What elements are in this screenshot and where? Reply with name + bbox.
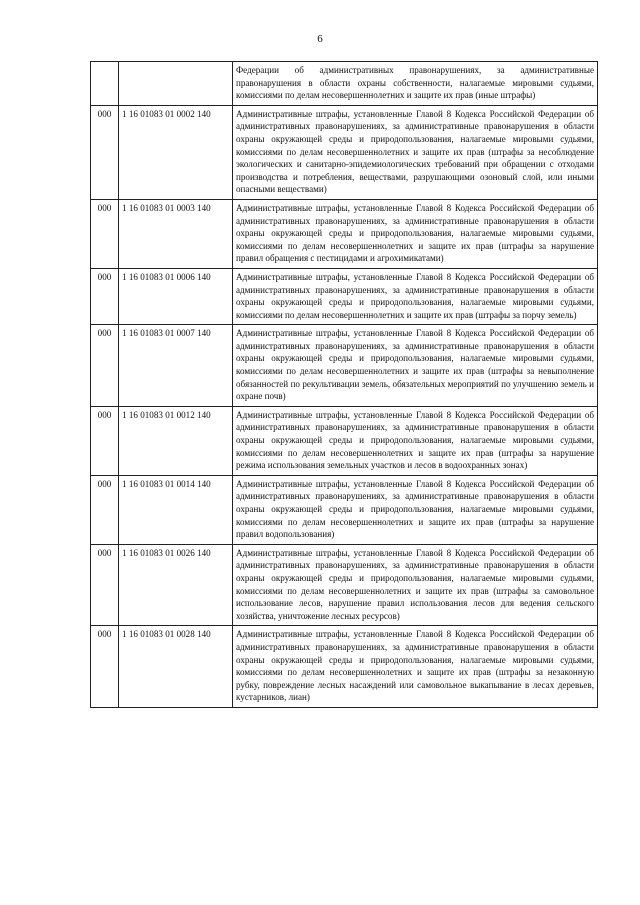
- admin-code-cell: 000: [91, 626, 119, 708]
- revenue-code-table: [90, 61, 598, 708]
- table-row: [91, 62, 598, 106]
- revenue-name-cell: Административные штрафы, установленные Главой 8 Кодекса Российской Федерации об административных правонарушениях, за административные правонарушения в области охраны окружающей среды и природопользования, налагаемые мировыми судьями, комиссиями по делам несовершеннолетних и защите их прав (штрафы за незаконную рубку, повреждение лесных насаждений или самовольное выкапывание в лесах деревьев, кустарников, лиан): [233, 626, 598, 708]
- revenue-name-cell: Административные штрафы, установленные Главой 8 Кодекса Российской Федерации об административных правонарушениях, за административные правонарушения в области охраны окружающей среды и природопользования, налагаемые мировыми судьями, комиссиями по делам несовершеннолетних и защите их прав (штрафы за порчу земель): [233, 268, 598, 324]
- revenue-name-cell: Административные штрафы, установленные Главой 8 Кодекса Российской Федерации об административных правонарушениях, за административные правонарушения в области охраны окружающей среды и природопользования, налагаемые мировыми судьями, комиссиями по делам несовершеннолетних и защите их прав (штрафы за невыполнение обязанностей по рекультивации земель, обязательных мероприятий по улучшению земель и охране почв): [233, 325, 598, 407]
- table-row: [91, 199, 598, 268]
- admin-code-cell: 000: [91, 325, 119, 407]
- admin-code-cell: 000: [91, 105, 119, 199]
- table-row: [91, 544, 598, 626]
- budget-code-cell: 1 16 01083 01 0014 140: [119, 475, 233, 544]
- budget-code-cell: 1 16 01083 01 0002 140: [119, 105, 233, 199]
- revenue-name-cell: Федерации об административных правонарушениях, за административные правонарушения в области охраны собственности, налагаемые мировыми судьями, комиссиями по делам несовершеннолетних и защите их прав (иные штрафы): [233, 62, 598, 106]
- admin-code-cell: 000: [91, 475, 119, 544]
- budget-code-cell: 1 16 01083 01 0026 140: [119, 544, 233, 626]
- budget-code-cell: 1 16 01083 01 0007 140: [119, 325, 233, 407]
- admin-code-cell: 000: [91, 268, 119, 324]
- budget-code-cell: 1 16 01083 01 0028 140: [119, 626, 233, 708]
- budget-code-cell: 1 16 01083 01 0003 140: [119, 199, 233, 268]
- table-row: [91, 406, 598, 475]
- revenue-name-cell: Административные штрафы, установленные Главой 8 Кодекса Российской Федерации об административных правонарушениях, за административные правонарушения в области охраны окружающей среды и природопользования, налагаемые мировыми судьями, комиссиями по делам несовершеннолетних и защите их прав (штрафы за несоблюдение экологических и санитарно-эпидемиологических требований при обращении с отходами производства и потребления, веществами, разрушающими озоновый слой, или иными опасными веществами): [233, 105, 598, 199]
- table-row: [91, 626, 598, 708]
- revenue-name-cell: Административные штрафы, установленные Главой 8 Кодекса Российской Федерации об административных правонарушениях, за административные правонарушения в области охраны окружающей среды и природопользования, налагаемые мировыми судьями, комиссиями по делам несовершеннолетних и защите их прав (штрафы за нарушение правил обращения с пестицидами и агрохимикатами): [233, 199, 598, 268]
- admin-code-cell: 000: [91, 406, 119, 475]
- budget-code-cell: 1 16 01083 01 0006 140: [119, 268, 233, 324]
- admin-code-cell: 000: [91, 544, 119, 626]
- table-row: [91, 268, 598, 324]
- admin-code-cell: 000: [91, 199, 119, 268]
- table-row: [91, 105, 598, 199]
- budget-code-cell: [119, 62, 233, 106]
- revenue-name-cell: Административные штрафы, установленные Главой 8 Кодекса Российской Федерации об административных правонарушениях, за административные правонарушения в области охраны окружающей среды и природопользования, налагаемые мировыми судьями, комиссиями по делам несовершеннолетних и защите их прав (штрафы за самовольное использование лесов, нарушение правил использования лесов для ведения сельского хозяйства, уничтожение лесных ресурсов): [233, 544, 598, 626]
- budget-code-cell: 1 16 01083 01 0012 140: [119, 406, 233, 475]
- page-number: 6: [317, 33, 323, 45]
- admin-code-cell: [91, 62, 119, 106]
- revenue-name-cell: Административные штрафы, установленные Главой 8 Кодекса Российской Федерации об административных правонарушениях, за административные правонарушения в области охраны окружающей среды и природопользования, налагаемые мировыми судьями, комиссиями по делам несовершеннолетних и защите их прав (штрафы за нарушение правил водопользования): [233, 475, 598, 544]
- revenue-name-cell: Административные штрафы, установленные Главой 8 Кодекса Российской Федерации об административных правонарушениях, за административные правонарушения в области охраны окружающей среды и природопользования, налагаемые мировыми судьями, комиссиями по делам несовершеннолетних и защите их прав (штрафы за нарушение режима использования земельных участков и лесов в водоохранных зонах): [233, 406, 598, 475]
- table-row: [91, 475, 598, 544]
- table-row: [91, 325, 598, 407]
